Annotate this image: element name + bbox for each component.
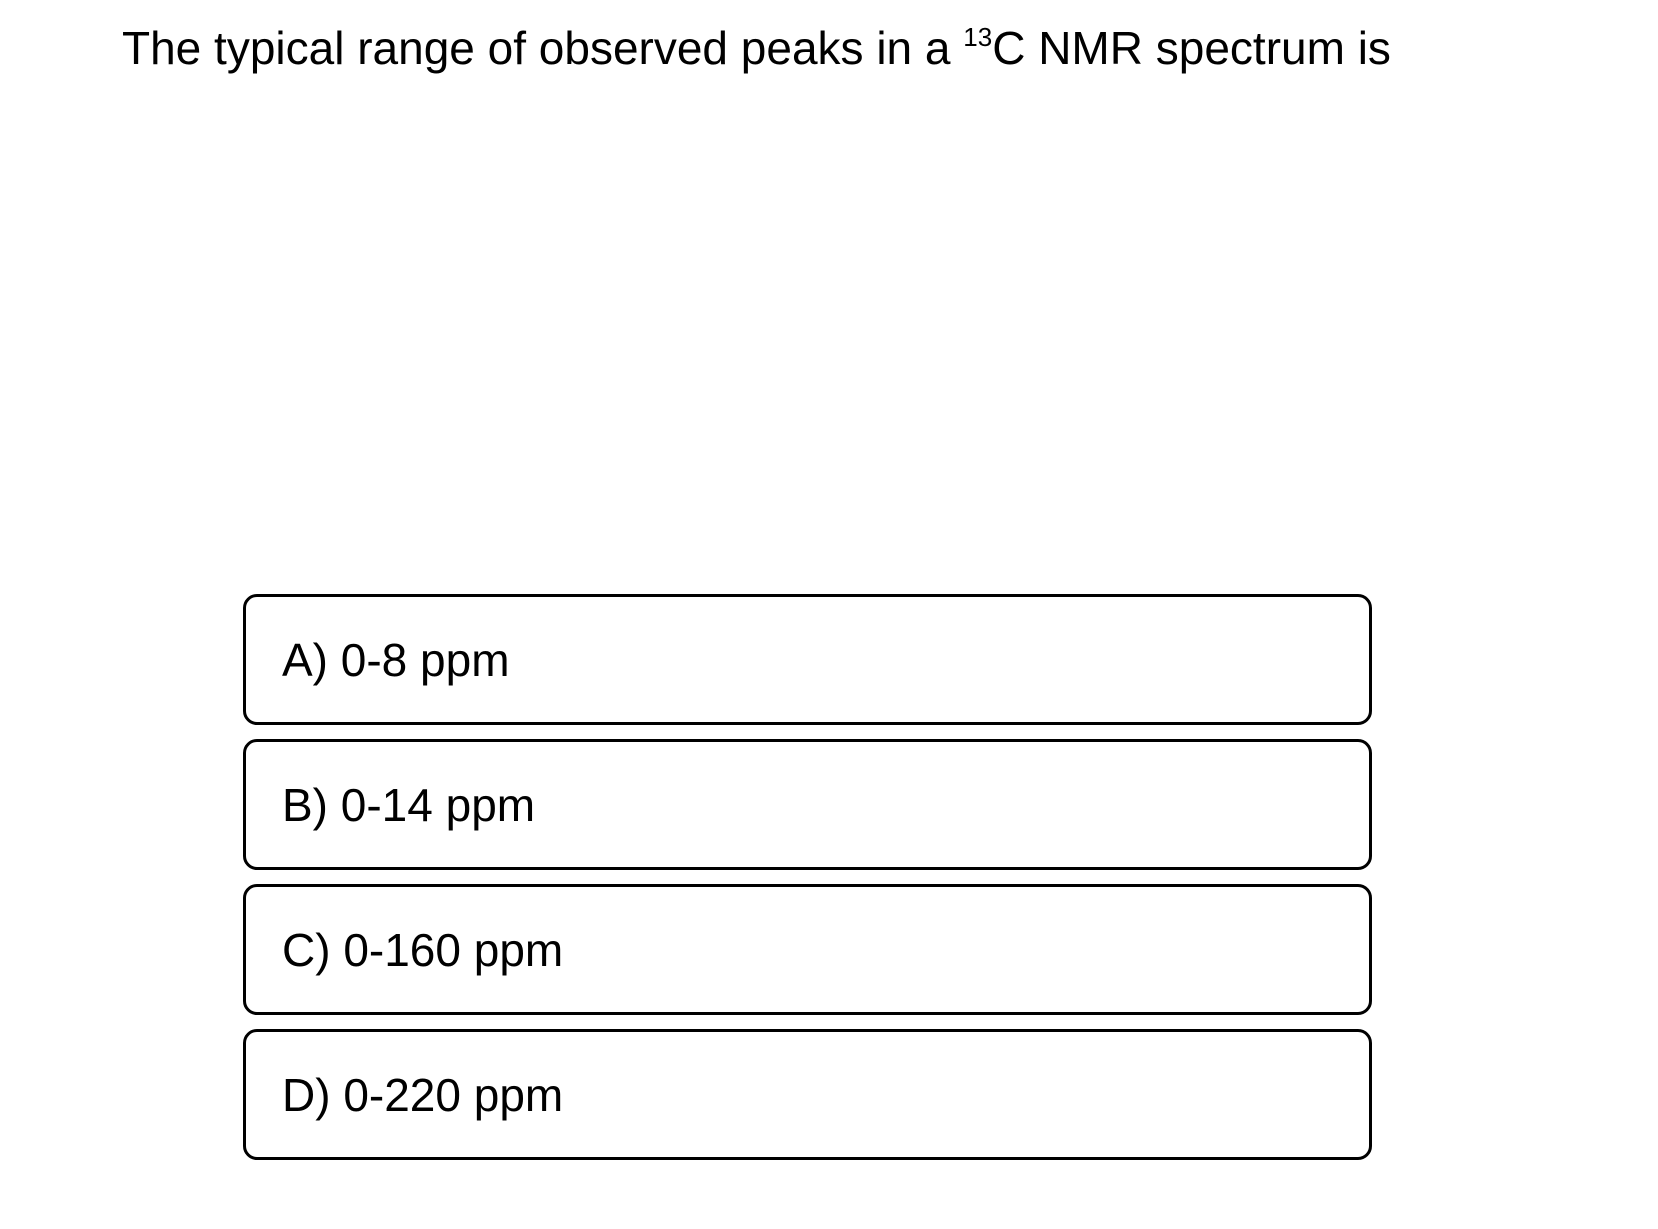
- question-text: [122, 18, 1391, 78]
- option-d-label: D) 0-220 ppm: [282, 1068, 564, 1121]
- option-d-button[interactable]: [243, 1029, 1372, 1160]
- option-b-label: B) 0-14 ppm: [282, 778, 536, 831]
- option-b-button[interactable]: [243, 739, 1372, 870]
- question-text-end: C NMR spectrum is: [992, 22, 1391, 74]
- isotope-superscript: 13: [963, 21, 993, 52]
- option-c-label: C) 0-160 ppm: [282, 923, 564, 976]
- option-a-label: A) 0-8 ppm: [282, 633, 510, 686]
- option-c-button[interactable]: [243, 884, 1372, 1015]
- question-text-start: The typical range of observed peaks in a: [122, 22, 964, 74]
- option-a-button[interactable]: [243, 594, 1372, 725]
- answer-options: [243, 594, 1372, 1160]
